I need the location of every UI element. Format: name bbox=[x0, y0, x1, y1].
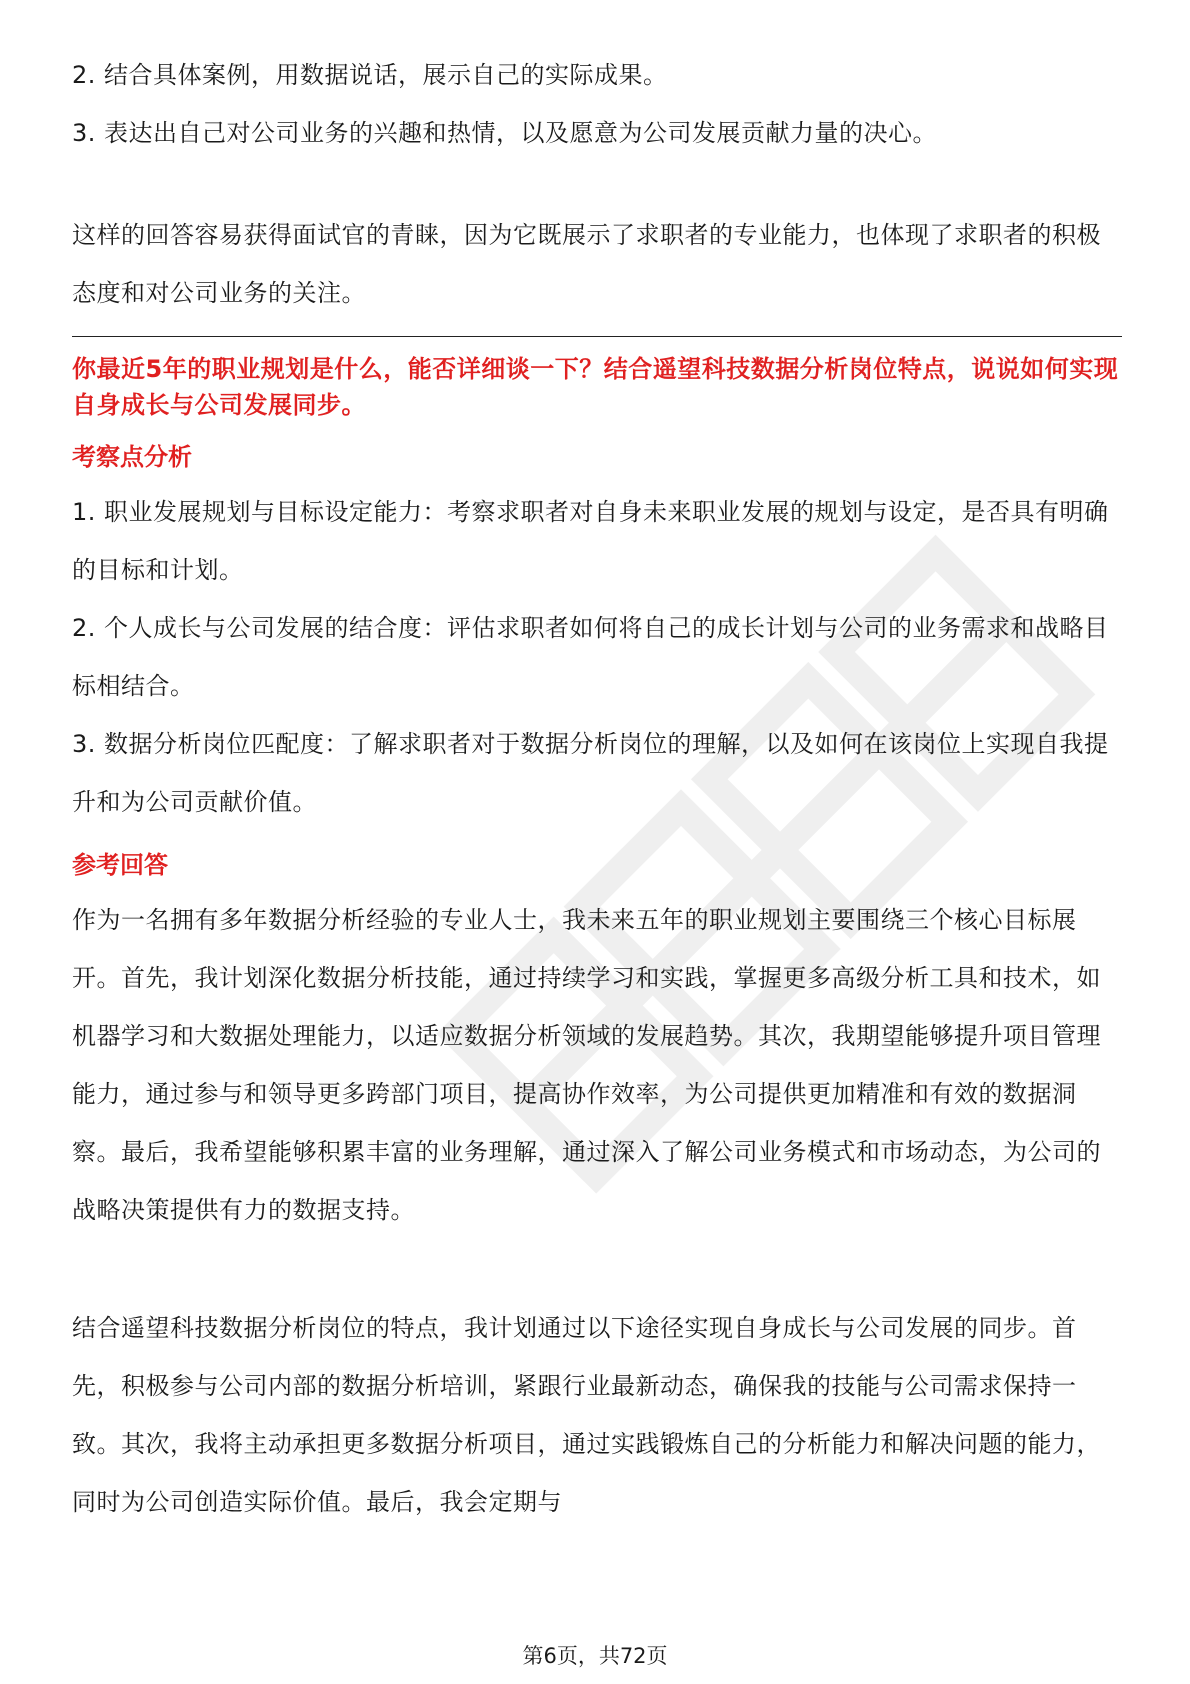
answer-paragraph: 作为一名拥有多年数据分析经验的专业人士，我未来五年的职业规划主要围绕三个核心目标展开。首先，我计划深化数据分析技能，通过持续学习和实践，掌握更多高级分析工具和技术，如机器学习和大数据处理能力，以适应数据分析领域的发展趋势。其次，我期望能够提升项目管理能力，通过参与和领导更多跨部门项目，提高协作效率，为公司提供更加精准和有效的数据洞察。最后，我希望能够积累丰富的业务理解，通过深入了解公司业务模式和市场动态，为公司的战略决策提供有力的数据支持。 bbox=[72, 906, 1101, 1224]
interview-question: 你最近5年的职业规划是什么，能否详细谈一下？结合遥望科技数据分析岗位特点，说说如何实现自身成长与公司发展同步。 bbox=[72, 355, 1119, 419]
spacer bbox=[72, 1239, 1122, 1299]
summary-paragraph: 这样的回答容易获得面试官的青睐，因为它既展示了求职者的专业能力，也体现了求职者的积极态度和对公司业务的关注。 bbox=[72, 221, 1101, 307]
list-item: 3. 表达出自己对公司业务的兴趣和热情，以及愿意为公司发展贡献力量的决心。 bbox=[72, 119, 938, 147]
section-divider bbox=[72, 336, 1122, 337]
analysis-item: 1. 职业发展规划与目标设定能力：考察求职者对自身未来职业发展的规划与设定，是否具有明确的目标和计划。 bbox=[72, 498, 1109, 584]
analysis-item: 3. 数据分析岗位匹配度：了解求职者对于数据分析岗位的理解，以及如何在该岗位上实现自我提升和为公司贡献价值。 bbox=[72, 730, 1109, 816]
analysis-item: 2. 个人成长与公司发展的结合度：评估求职者如何将自己的成长计划与公司的业务需求和战略目标相结合。 bbox=[72, 614, 1109, 700]
analysis-heading: 考察点分析 bbox=[72, 443, 192, 471]
page-number-footer: 第6页，共72页 bbox=[522, 1644, 668, 1668]
document-content bbox=[72, 46, 1122, 1531]
list-item: 2. 结合具体案例，用数据说话，展示自己的实际成果。 bbox=[72, 61, 668, 89]
answer-heading: 参考回答 bbox=[72, 851, 168, 879]
spacer bbox=[72, 162, 1122, 206]
answer-paragraph: 结合遥望科技数据分析岗位的特点，我计划通过以下途径实现自身成长与公司发展的同步。首先，积极参与公司内部的数据分析培训，紧跟行业最新动态，确保我的技能与公司需求保持一致。其次，我将主动承担更多数据分析项目，通过实践锻炼自己的分析能力和解决问题的能力，同时为公司创造实际价值。最后，我会定期与 bbox=[72, 1314, 1101, 1516]
